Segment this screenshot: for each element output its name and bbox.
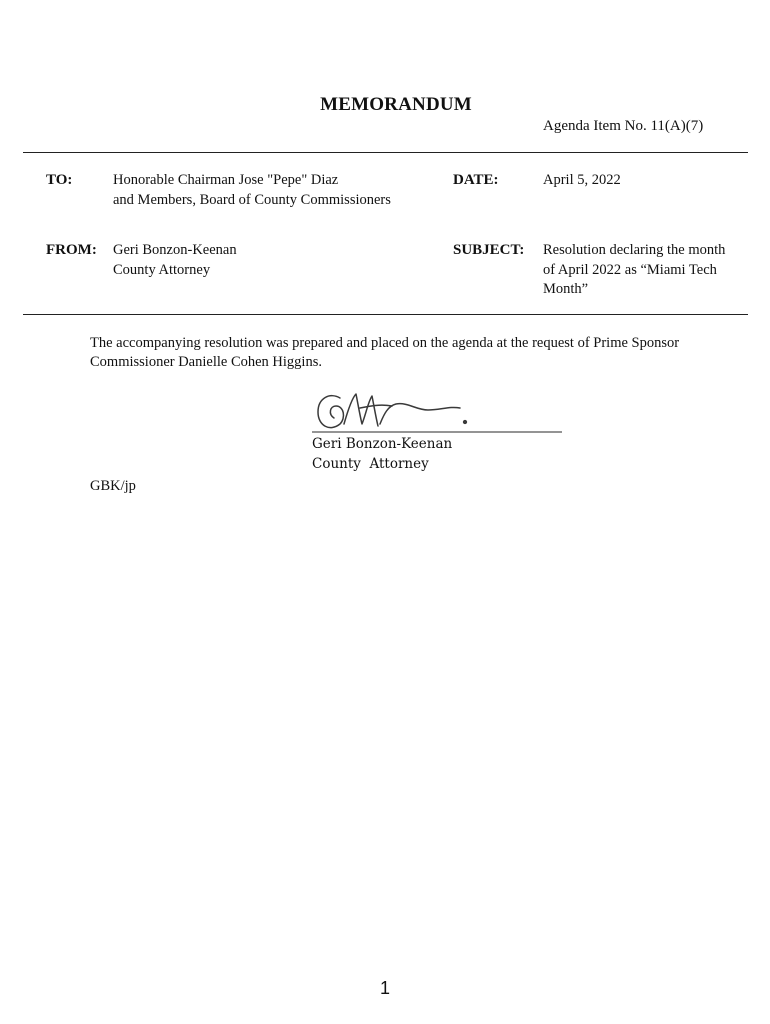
subject-value — [543, 241, 743, 300]
signature-stroke — [344, 394, 378, 426]
to-line: Honorable Chairman Jose "Pepe" Diaz — [113, 172, 339, 188]
from-line: County Attorney — [113, 261, 211, 278]
signatory-name: Geri Bonzon-Keenan — [312, 436, 453, 452]
memo-title: MEMORANDUM — [320, 94, 472, 115]
to-line: and Members, Board of County Commissioners — [113, 191, 391, 208]
signature-stroke — [318, 396, 343, 428]
signature-block — [312, 434, 452, 474]
to-recipients — [113, 171, 391, 210]
from-line: Geri Bonzon-Keenan — [113, 242, 237, 258]
signatory-title: County Attorney — [312, 456, 429, 472]
signature-strokes — [318, 394, 466, 428]
page-number: 1 — [379, 978, 390, 998]
date-value: April 5, 2022 — [543, 172, 621, 188]
from-label: FROM: — [46, 242, 97, 258]
memo-body — [90, 334, 730, 371]
header-bottom-rule — [23, 314, 748, 315]
to-label: TO: — [46, 172, 73, 188]
handwritten-signature — [300, 384, 570, 440]
subject-line: Month” — [543, 281, 589, 297]
subject-line: of April 2022 as “Miami Tech — [543, 261, 717, 278]
body-line: The accompanying resolution was prepared and placed on the agenda at the request of Prime Sponsor — [90, 335, 680, 351]
date-label: DATE: — [453, 172, 499, 188]
typist-initials: GBK/jp — [90, 478, 136, 494]
agenda-item-number: Agenda Item No. 11(A)(7) — [543, 118, 704, 134]
signature-dot — [464, 421, 467, 424]
signature-stroke — [360, 405, 392, 408]
subject-line: Resolution declaring the month — [543, 242, 726, 258]
header-top-rule — [23, 152, 748, 153]
subject-label: SUBJECT: — [453, 242, 525, 258]
body-line: Commissioner Danielle Cohen Higgins. — [90, 353, 322, 370]
from-sender — [113, 241, 237, 280]
